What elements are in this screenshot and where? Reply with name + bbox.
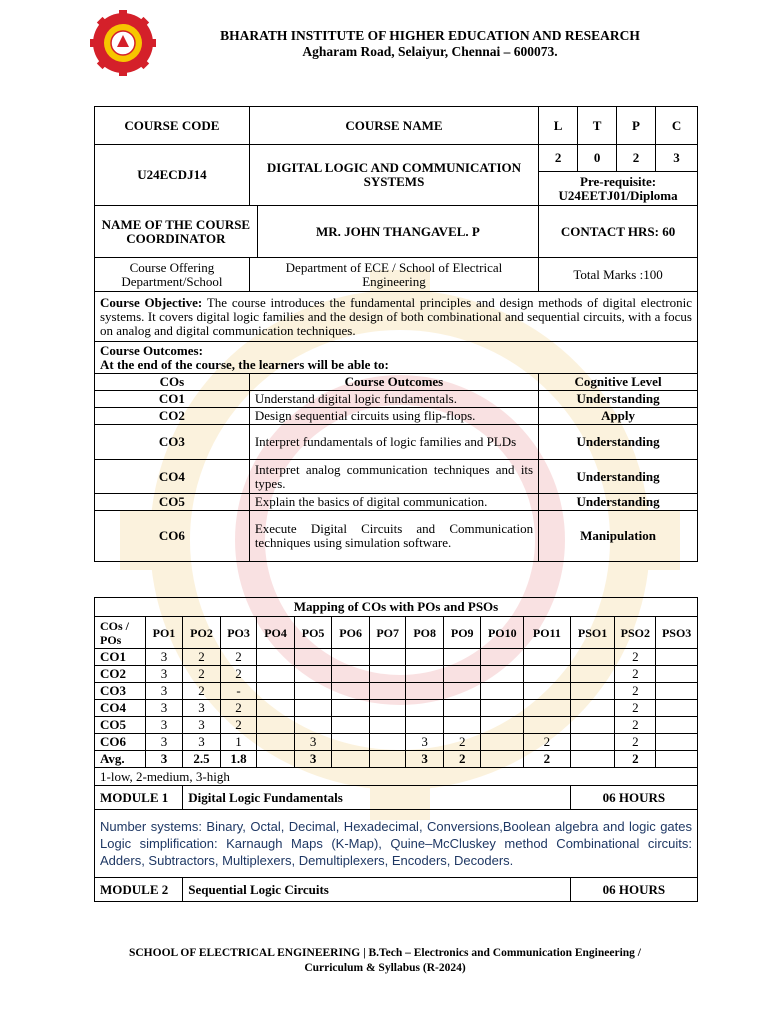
mapping-cell <box>443 666 481 683</box>
mapping-cell <box>570 683 615 700</box>
mapping-cell: 3 <box>183 734 221 751</box>
mapping-cell: 2 <box>615 734 656 751</box>
mapping-cell <box>294 683 332 700</box>
mapping-row <box>95 734 698 751</box>
mapping-cell: 3 <box>145 700 183 717</box>
outcome-level: Understanding <box>539 391 698 408</box>
ltpc-value-p: 2 <box>617 145 656 172</box>
outcomes-heading <box>95 342 698 374</box>
mapping-row <box>95 683 698 700</box>
mapping-header-cell: PO2 <box>183 617 221 649</box>
mapping-table <box>94 597 698 902</box>
mapping-cell: 3 <box>145 683 183 700</box>
mapping-cell <box>332 649 370 666</box>
coordinator-name: MR. JOHN THANGAVEL. P <box>257 206 538 258</box>
coordinator-label: NAME OF THE COURSE COORDINATOR <box>95 206 258 258</box>
outcome-co: CO5 <box>95 494 250 511</box>
mapping-header-cell: PSO1 <box>570 617 615 649</box>
outcomes-intro: At the end of the course, the learners will be able to: <box>100 356 389 372</box>
ltpc-value-c: 3 <box>656 145 698 172</box>
mapping-cell <box>369 683 406 700</box>
mapping-cell: 2 <box>220 666 257 683</box>
institution-name: BHARATH INSTITUTE OF HIGHER EDUCATION AND RESEARCH <box>220 28 640 43</box>
outcome-co: CO3 <box>95 425 250 460</box>
outcome-level: Understanding <box>539 494 698 511</box>
ltpc-label-l: L <box>539 107 578 145</box>
mapping-cell: 2 <box>615 700 656 717</box>
mapping-row-label: CO6 <box>95 734 146 751</box>
mapping-cell <box>656 734 698 751</box>
mapping-cell <box>332 683 370 700</box>
mapping-cell: 2 <box>615 751 656 768</box>
mapping-cell <box>406 666 444 683</box>
mapping-cell <box>332 700 370 717</box>
mapping-cell <box>570 666 615 683</box>
mapping-header-row <box>95 617 698 649</box>
mapping-cell <box>524 649 571 666</box>
outcome-co: CO2 <box>95 408 250 425</box>
mapping-cell: 3 <box>145 666 183 683</box>
mapping-cell <box>656 666 698 683</box>
outcome-co: CO1 <box>95 391 250 408</box>
mapping-cell: 3 <box>406 751 444 768</box>
mapping-header-cell: PO3 <box>220 617 257 649</box>
mapping-cell: 2 <box>615 666 656 683</box>
mapping-legend: 1-low, 2-medium, 3-high <box>95 768 698 786</box>
mapping-cell <box>481 683 524 700</box>
mapping-cell <box>481 734 524 751</box>
mapping-cell: 2 <box>220 717 257 734</box>
mapping-cell: 3 <box>145 734 183 751</box>
mapping-cell: 3 <box>183 700 221 717</box>
contact-hours: CONTACT HRS: 60 <box>539 206 698 258</box>
mapping-row-label: CO3 <box>95 683 146 700</box>
mapping-cell: 2 <box>524 734 571 751</box>
module-2-hours: 06 HOURS <box>570 878 697 902</box>
course-objective <box>95 292 698 342</box>
prerequisite <box>539 172 698 206</box>
mapping-cell <box>570 734 615 751</box>
mapping-cell <box>332 717 370 734</box>
mapping-cell: 3 <box>294 751 332 768</box>
outcome-level: Understanding <box>539 425 698 460</box>
mapping-header-cell: PO1 <box>145 617 183 649</box>
mapping-title: Mapping of COs with POs and PSOs <box>95 598 698 617</box>
mapping-cell <box>294 666 332 683</box>
ltpc-label-p: P <box>617 107 656 145</box>
mapping-cell <box>481 751 524 768</box>
mapping-cell <box>443 683 481 700</box>
mapping-cell: 2 <box>220 700 257 717</box>
mapping-cell: 3 <box>183 717 221 734</box>
mapping-cell <box>369 734 406 751</box>
outcome-row <box>95 391 698 408</box>
mapping-body <box>95 649 698 768</box>
mapping-cell <box>570 700 615 717</box>
mapping-cell <box>294 700 332 717</box>
outcome-co: CO4 <box>95 460 250 494</box>
mapping-cell: 3 <box>145 717 183 734</box>
outcomes-header-level: Cognitive Level <box>539 374 698 391</box>
mapping-header-cell: PO11 <box>524 617 571 649</box>
mapping-cell: 3 <box>406 734 444 751</box>
mapping-cell: 2.5 <box>183 751 221 768</box>
module-1-hours: 06 HOURS <box>570 786 697 810</box>
outcomes-header-co: COs <box>95 374 250 391</box>
footer-line-2: Curriculum & Syllabus (R-2024) <box>304 962 466 974</box>
mapping-cell <box>257 734 295 751</box>
mapping-cell <box>406 649 444 666</box>
mapping-cell: 2 <box>443 751 481 768</box>
outcome-level: Manipulation <box>539 511 698 562</box>
mapping-cell: 1.8 <box>220 751 257 768</box>
mapping-header-cell: PO10 <box>481 617 524 649</box>
mapping-cell <box>406 700 444 717</box>
institution-logo <box>90 10 156 76</box>
mapping-row <box>95 751 698 768</box>
mapping-cell <box>332 734 370 751</box>
mapping-cell <box>656 649 698 666</box>
mapping-cell <box>656 717 698 734</box>
prerequisite-label: Pre-requisite: <box>580 173 657 189</box>
mapping-cell <box>369 751 406 768</box>
mapping-cell <box>332 751 370 768</box>
mapping-header-cell: PO5 <box>294 617 332 649</box>
outcome-row <box>95 408 698 425</box>
module-1-content: Number systems: Binary, Octal, Decimal, Hexadecimal, Conversions,Boolean algebra and logic gates Logic simplification: Karnaugh Maps (K-Map), Quine–McCluskey method Combinational circuits: Adders, Subtractors, Multiplexers, Demultiplexers, Encoders, Decoders. <box>95 810 698 878</box>
outcomes-label: Course Outcomes: <box>100 342 203 358</box>
outcome-text: Design sequential circuits using flip-flops. <box>249 408 538 425</box>
mapping-cell <box>369 649 406 666</box>
institution-address: Agharam Road, Selaiyur, Chennai – 600073. <box>302 44 558 59</box>
mapping-cell <box>481 700 524 717</box>
mapping-cell: 1 <box>220 734 257 751</box>
outcome-co: CO6 <box>95 511 250 562</box>
ltpc-label-c: C <box>656 107 698 145</box>
mapping-cell <box>257 717 295 734</box>
mapping-cell <box>257 649 295 666</box>
mapping-cell: 2 <box>615 683 656 700</box>
mapping-row <box>95 666 698 683</box>
module-2-label: MODULE 2 <box>95 878 183 902</box>
mapping-cell <box>656 700 698 717</box>
mapping-row-label: CO1 <box>95 649 146 666</box>
mapping-cell <box>257 700 295 717</box>
mapping-cell: 2 <box>443 734 481 751</box>
mapping-cell <box>257 751 295 768</box>
outcome-text: Explain the basics of digital communication. <box>249 494 538 511</box>
mapping-cell <box>524 666 571 683</box>
outcome-level: Apply <box>539 408 698 425</box>
outcome-text: Interpret fundamentals of logic families and PLDs <box>249 425 538 460</box>
mapping-row <box>95 700 698 717</box>
objective-text: The course introduces the fundamental principles and design methods of digital electronic systems. It covers digital logic families and the design of both combinational and sequential circuits, with a focus on analog and digital communication techniques. <box>100 294 693 338</box>
mapping-row-label: CO4 <box>95 700 146 717</box>
outcome-row <box>95 460 698 494</box>
mapping-cell <box>332 666 370 683</box>
mapping-cell <box>257 683 295 700</box>
mapping-cell <box>524 683 571 700</box>
course-code: U24ECDJ14 <box>95 145 250 206</box>
footer-line-1: SCHOOL OF ELECTRICAL ENGINEERING | B.Tech – Electronics and Communication Engineering / <box>128 947 641 959</box>
mapping-cell <box>570 751 615 768</box>
mapping-cell <box>656 751 698 768</box>
mapping-cell <box>294 717 332 734</box>
outcomes-header-text: Course Outcomes <box>249 374 538 391</box>
course-name-label: COURSE NAME <box>249 107 538 145</box>
mapping-cell: 3 <box>145 751 183 768</box>
mapping-cell <box>656 683 698 700</box>
outcome-row <box>95 511 698 562</box>
prerequisite-value: U24EETJ01/Diploma <box>558 187 678 203</box>
outcome-row <box>95 494 698 511</box>
mapping-header-cell: PO9 <box>443 617 481 649</box>
outcome-text: Execute Digital Circuits and Communication techniques using simulation software. <box>249 511 538 562</box>
page-footer <box>80 946 690 976</box>
page-header <box>0 0 768 80</box>
offering-label: Course Offering Department/School <box>95 258 250 292</box>
mapping-cell: 2 <box>183 666 221 683</box>
mapping-header-cell: PSO2 <box>615 617 656 649</box>
mapping-cell <box>481 649 524 666</box>
mapping-header-cell: PO6 <box>332 617 370 649</box>
ltpc-value-t: 0 <box>578 145 617 172</box>
course-info-table <box>94 106 698 562</box>
mapping-cell: 2 <box>524 751 571 768</box>
mapping-row <box>95 717 698 734</box>
mapping-cell <box>443 717 481 734</box>
institution-info <box>170 28 690 60</box>
mapping-cell <box>570 649 615 666</box>
mapping-header-cell: COs / POs <box>95 617 146 649</box>
mapping-cell <box>294 649 332 666</box>
mapping-row-label: CO5 <box>95 717 146 734</box>
mapping-cell <box>369 700 406 717</box>
course-code-label: COURSE CODE <box>95 107 250 145</box>
mapping-cell: 3 <box>145 649 183 666</box>
ltpc-label-t: T <box>578 107 617 145</box>
outcome-row <box>95 425 698 460</box>
mapping-cell: 2 <box>615 649 656 666</box>
mapping-cell <box>524 700 571 717</box>
mapping-row-label: CO2 <box>95 666 146 683</box>
objective-label: Course Objective: <box>100 294 203 310</box>
outcome-text: Interpret analog communication techniques and its types. <box>249 460 538 494</box>
mapping-cell <box>443 700 481 717</box>
course-name: DIGITAL LOGIC AND COMMUNICATION SYSTEMS <box>249 145 538 206</box>
outcome-level: Understanding <box>539 460 698 494</box>
module-1-label: MODULE 1 <box>95 786 183 810</box>
mapping-cell <box>257 666 295 683</box>
mapping-cell: - <box>220 683 257 700</box>
mapping-cell <box>524 717 571 734</box>
mapping-row <box>95 649 698 666</box>
mapping-cell: 2 <box>615 717 656 734</box>
mapping-cell <box>406 717 444 734</box>
outcome-text: Understand digital logic fundamentals. <box>249 391 538 408</box>
mapping-cell <box>369 666 406 683</box>
mapping-cell <box>369 717 406 734</box>
mapping-header-cell: PSO3 <box>656 617 698 649</box>
mapping-cell: 2 <box>183 683 221 700</box>
mapping-cell <box>443 649 481 666</box>
mapping-row-label: Avg. <box>95 751 146 768</box>
mapping-cell <box>570 717 615 734</box>
mapping-cell: 3 <box>294 734 332 751</box>
mapping-header-cell: PO8 <box>406 617 444 649</box>
module-1-title: Digital Logic Fundamentals <box>183 786 570 810</box>
mapping-header-cell: PO7 <box>369 617 406 649</box>
offering-department: Department of ECE / School of Electrical Engineering <box>249 258 538 292</box>
mapping-cell: 2 <box>220 649 257 666</box>
mapping-cell <box>481 666 524 683</box>
ltpc-value-l: 2 <box>539 145 578 172</box>
mapping-cell: 2 <box>183 649 221 666</box>
mapping-cell <box>406 683 444 700</box>
total-marks: Total Marks :100 <box>539 258 698 292</box>
mapping-cell <box>481 717 524 734</box>
mapping-header-cell: PO4 <box>257 617 295 649</box>
module-2-title: Sequential Logic Circuits <box>183 878 570 902</box>
